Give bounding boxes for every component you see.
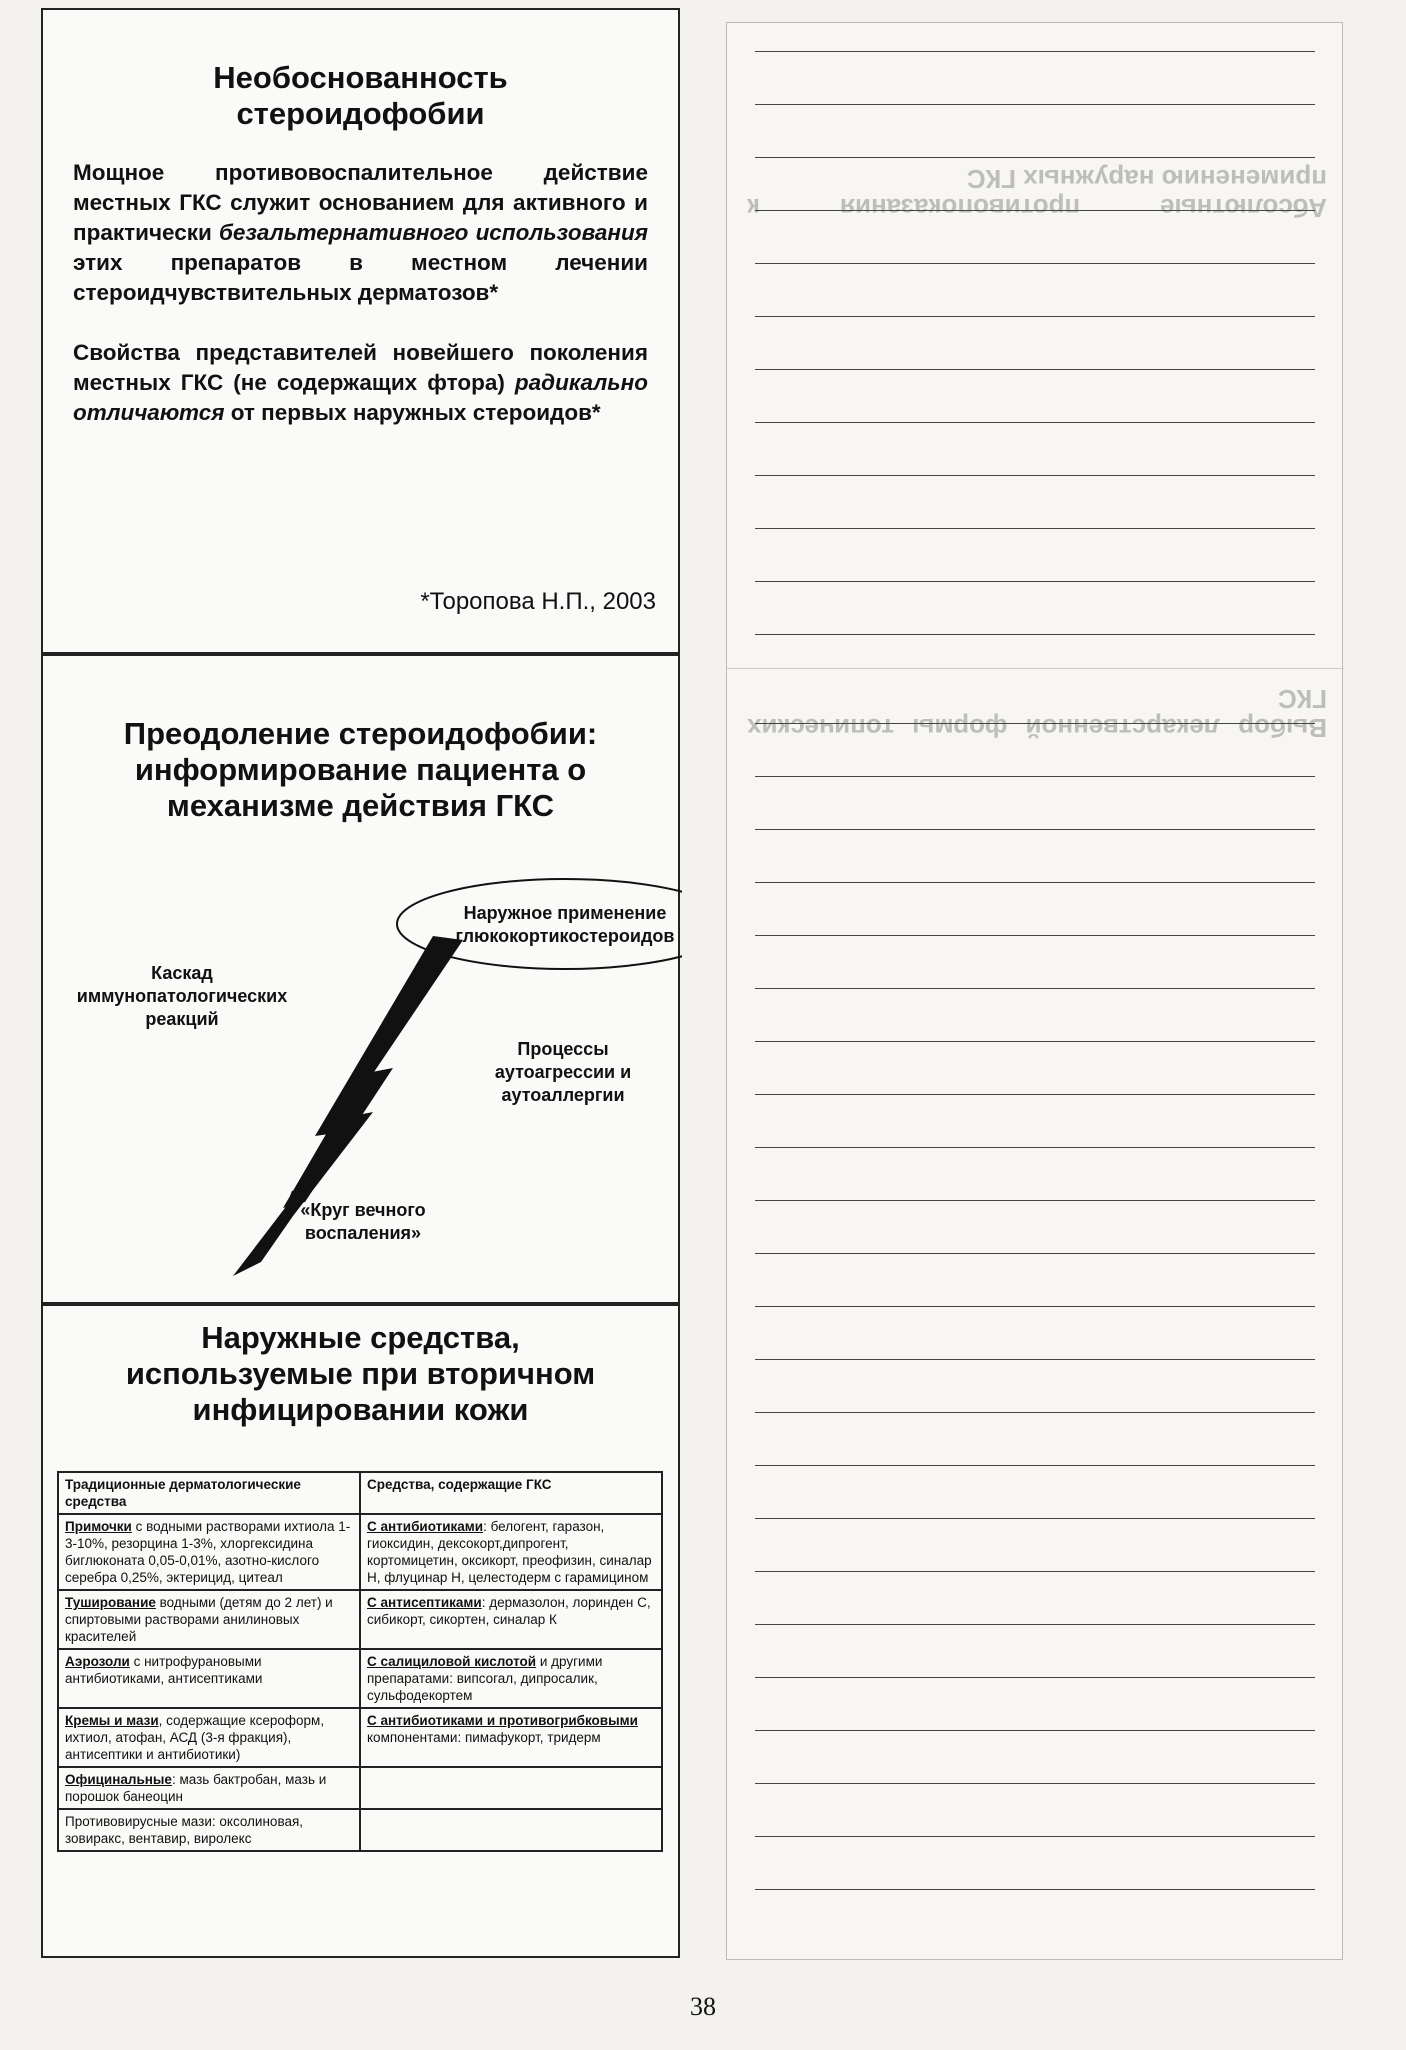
note-line [755, 1836, 1315, 1837]
table-cell: Официнальные: мазь бактробан, мазь и порошок банеоцин [58, 1767, 360, 1809]
note-line [755, 210, 1315, 211]
header-traditional: Традиционные дерматологические средства [58, 1472, 360, 1514]
panel1-paragraph1 [73, 158, 648, 308]
table-cell [360, 1767, 662, 1809]
notes-divider-1 [727, 668, 1344, 669]
panel1-p2-text-b: от первых наружных стероидов* [224, 400, 601, 425]
showthrough-heading-2: Выбор лекарственной формы топических ГКС [747, 684, 1327, 743]
page-number: 38 [690, 1992, 716, 2021]
note-line [755, 988, 1315, 989]
note-line [755, 1730, 1315, 1731]
note-line [755, 935, 1315, 936]
notes-column [726, 22, 1343, 1960]
panel1-p1-emphasis: безальтернативного использования [218, 220, 648, 245]
showthrough-heading-1: Абсолютные противопоказания к применению наружных ГКС [747, 164, 1327, 223]
panel3-title: Наружные средства, используемые при вторичном инфицировании кожи [125, 1320, 596, 1427]
note-line [755, 1571, 1315, 1572]
note-line [755, 1412, 1315, 1413]
table-cell: Туширование водными (детям до 2 лет) и спиртовыми растворами анилиновых красителей [58, 1590, 360, 1649]
left-column [41, 8, 682, 1958]
table-cell: Противовирусные мази: оксолиновая, зовиракс, вентавир, виролекс [58, 1809, 360, 1851]
note-line [755, 263, 1315, 264]
note-line [755, 1359, 1315, 1360]
remedies-table [57, 1471, 663, 1852]
note-line [755, 829, 1315, 830]
note-line [755, 369, 1315, 370]
note-line [755, 1147, 1315, 1148]
table-cell: С антибиотиками и противогрибковыми компонентами: пимафукорт, тридерм [360, 1708, 662, 1767]
panel1-title: Необоснованность стероидофобии [213, 60, 508, 131]
note-line [755, 723, 1315, 724]
note-line [755, 316, 1315, 317]
note-line [755, 581, 1315, 582]
note-line [755, 882, 1315, 883]
note-line [755, 1677, 1315, 1678]
note-line [755, 1624, 1315, 1625]
panel1-p2-text-a: Свойства представителей новейшего поколения местных ГКС (не содержащих фтора) [73, 340, 648, 395]
panel1-paragraph2 [73, 338, 648, 428]
panel1-author-citation: *Торопова Н.П., 2003 [420, 588, 656, 615]
note-line [755, 1200, 1315, 1201]
note-line [755, 776, 1315, 777]
table-header-row [58, 1472, 662, 1514]
note-line [755, 1889, 1315, 1890]
eternal-inflammation-label: «Круг вечного воспаления» [300, 1200, 426, 1243]
table-row [58, 1767, 662, 1809]
processes-label: Процессы аутоагрессии и аутоаллергии [494, 1039, 632, 1105]
table-cell: С антисептиками: дермазолон, лоринден С, сибикорт, сикортен, синалар К [360, 1590, 662, 1649]
note-line [755, 528, 1315, 529]
table-cell: Аэрозоли с нитрофурановыми антибиотиками, антисептиками [58, 1649, 360, 1708]
note-line [755, 422, 1315, 423]
note-line [755, 1783, 1315, 1784]
table-cell [360, 1809, 662, 1851]
note-line [755, 157, 1315, 158]
note-line [755, 1094, 1315, 1095]
table-row [58, 1809, 662, 1851]
cascade-label: Каскад иммунопатологических реакций [76, 963, 288, 1029]
table-row [58, 1590, 662, 1649]
panel-secondary-infection-remedies [41, 1304, 680, 1958]
table-cell: Кремы и мази, содержащие ксероформ, ихтиол, атофан, АСД (3-я фракция), антисептики и антибиотики) [58, 1708, 360, 1767]
note-line [755, 475, 1315, 476]
header-gks: Средства, содержащие ГКС [360, 1472, 662, 1514]
panel-stereoidophobia-unfounded [41, 8, 680, 654]
panel1-p1-text-a: Мощное противовоспалительное действие местных ГКС служит основанием для активного и практически [73, 160, 648, 245]
note-line [755, 1253, 1315, 1254]
note-line [755, 104, 1315, 105]
note-line [755, 1041, 1315, 1042]
note-line [755, 1306, 1315, 1307]
note-line [755, 1465, 1315, 1466]
table-row [58, 1708, 662, 1767]
oval-label: Наружное применение глюкокортикостероидов [455, 903, 675, 946]
table-row [58, 1649, 662, 1708]
table-cell: С антибиотиками: белогент, гаразон, гиоксидин, дексокорт,дипрогент, кортомицетин, оксикорт, преофизин, синалар Н, флуцинар Н, целестодерм с гарамицином [360, 1514, 662, 1590]
table-row [58, 1514, 662, 1590]
panel1-p2-emphasis: радикально отличаются [73, 370, 648, 425]
panel2-title: Преодоление стероидофобии: информирование пациента о механизме действия ГКС [123, 716, 598, 823]
note-line [755, 51, 1315, 52]
lightning-bolt-icon-secondary [283, 1068, 393, 1208]
panel-overcoming-stereoidophobia [41, 654, 680, 1304]
note-line [755, 634, 1315, 635]
table-cell: Примочки с водными растворами ихтиола 1-3-10%, резорцина 1-3%, хлоргексидина биглюконата 0,05-0,01%, азотно-кислого серебра 0,25%, эктерицид, цитеал [58, 1514, 360, 1590]
panel1-p1-text-b: этих препаратов в местном лечении стероидчувствительных дерматозов* [73, 250, 648, 305]
table-cell: С салициловой кислотой и другими препаратами: випсогал, дипросалик, сульфодекортем [360, 1649, 662, 1708]
note-line [755, 1518, 1315, 1519]
